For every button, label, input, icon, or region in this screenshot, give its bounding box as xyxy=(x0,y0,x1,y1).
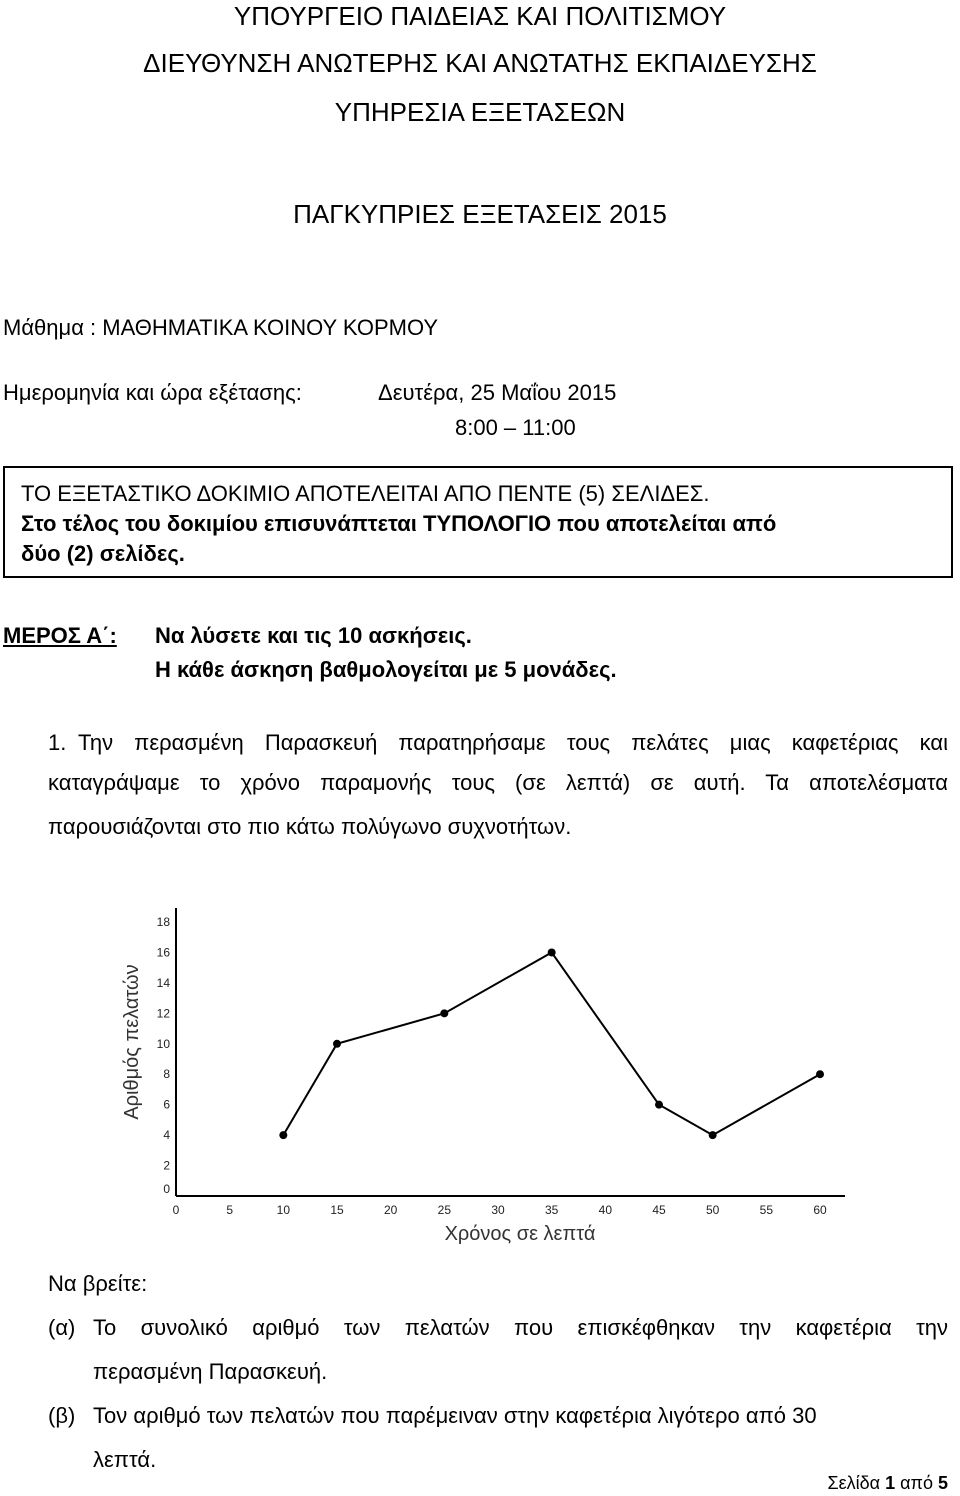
x-tick-labels xyxy=(173,1203,827,1217)
y-tick-label: 18 xyxy=(156,915,170,929)
question-line-1: Την περασμένη Παρασκευή παρατηρήσαμε τους πελάτες μιας καφετέριας και xyxy=(78,730,948,755)
notice-line-3: δύο (2) σελίδες. xyxy=(21,541,185,566)
notice-line-1: ΤΟ ΕΞΕΤΑΣΤΙΚΟ ΔΟΚΙΜΙΟ ΑΠΟΤΕΛΕΙΤΑΙ ΑΠΟ ΠΕΝΤΕ (5) ΣΕΛΙΔΕΣ. xyxy=(21,481,710,506)
page-footer xyxy=(828,1472,949,1494)
y-tick-label: 12 xyxy=(156,1006,170,1021)
data-point xyxy=(333,1040,341,1048)
x-tick-label: 15 xyxy=(330,1203,344,1217)
page-prefix: Σελίδα xyxy=(827,1473,881,1493)
page-total: 5 xyxy=(937,1473,948,1493)
part-a-label: (α) xyxy=(48,1315,76,1340)
ministry-heading: ΥΠΟΥΡΓΕΙΟ ΠΑΙΔΕΙΑΣ ΚΑΙ ΠΟΛΙΤΙΣΜΟΥ xyxy=(233,1,727,31)
chart-axes xyxy=(176,908,845,1196)
x-tick-label: 35 xyxy=(544,1203,559,1217)
y-tick-label: 6 xyxy=(163,1097,170,1112)
data-point xyxy=(816,1070,824,1078)
y-tick-label: 10 xyxy=(156,1036,170,1051)
x-axis-label: Χρόνος σε λεπτά xyxy=(444,1223,596,1245)
y-tick-label: 16 xyxy=(156,945,170,960)
x-tick-label: 40 xyxy=(598,1203,613,1217)
data-point xyxy=(279,1131,287,1139)
data-points xyxy=(279,948,824,1139)
question-line-3: παρουσιάζονται στο πιο κάτω πολύγωνο συχνοτήτων. xyxy=(48,814,572,839)
subject-value: ΜΑΘΗΜΑΤΙΚΑ ΚΟΙΝΟΥ ΚΟΡΜΟΥ xyxy=(102,315,439,340)
x-tick-label: 10 xyxy=(276,1203,291,1217)
notice-box xyxy=(3,466,953,578)
directorate-heading: ΔΙΕΥΘΥΝΣΗ ΑΝΩΤΕΡΗΣ ΚΑΙ ΑΝΩΤΑΤΗΣ ΕΚΠΑΙΔΕΥΣΗΣ xyxy=(143,48,817,78)
y-tick-labels xyxy=(157,915,171,1196)
y-tick-label: 2 xyxy=(163,1158,170,1173)
data-point xyxy=(709,1131,717,1139)
x-tick-label: 0 xyxy=(172,1203,180,1217)
frequency-polygon-chart xyxy=(100,890,860,1250)
x-tick-label: 45 xyxy=(652,1203,666,1217)
y-tick-label: 0 xyxy=(163,1182,170,1196)
x-tick-label: 25 xyxy=(437,1203,452,1217)
part-a-line-2: περασμένη Παρασκευή. xyxy=(93,1359,328,1384)
part-b-line-1: Τον αριθμό των πελατών που παρέμειναν στην καφετέρια λιγότερο από 30 xyxy=(93,1403,817,1428)
notice-line-2: Στο τέλος του δοκιμίου επισυνάπτεται ΤΥΠΟΛΟΓΙΟ που αποτελείται από xyxy=(21,511,777,536)
y-tick-label: 8 xyxy=(163,1067,170,1082)
data-point xyxy=(548,948,556,956)
part-label: ΜΕΡΟΣ Α΄: xyxy=(3,623,117,648)
part-instruction-2: Η κάθε άσκηση βαθμολογείται με 5 μονάδες. xyxy=(155,657,617,682)
series-line xyxy=(283,952,820,1135)
part-b-label: (β) xyxy=(48,1403,76,1428)
y-axis-label: Αριθμός πελατών xyxy=(121,964,143,1120)
x-tick-label: 30 xyxy=(491,1203,505,1217)
data-point xyxy=(440,1009,448,1017)
part-b-line-2: λεπτά. xyxy=(93,1447,157,1472)
page-mid: από xyxy=(900,1473,933,1493)
question-line-2: καταγράψαμε το χρόνο παραμονής τους (σε λεπτά) σε αυτή. Τα αποτελέσματα xyxy=(48,770,948,795)
question-number: 1. xyxy=(48,730,67,755)
x-tick-label: 20 xyxy=(383,1203,398,1217)
subject-label: Μάθημα : xyxy=(3,315,97,340)
subject-line xyxy=(3,314,438,342)
page-number: 1 xyxy=(885,1473,896,1493)
part-instruction-1: Να λύσετε και τις 10 ασκήσεις. xyxy=(155,623,472,648)
date-value: Δευτέρα, 25 Μαΐου 2015 xyxy=(378,380,617,405)
find-label: Να βρείτε: xyxy=(48,1271,148,1296)
service-heading: ΥΠΗΡΕΣΙΑ ΕΞΕΤΑΣΕΩΝ xyxy=(334,97,626,127)
part-a-line-1: Το συνολικό αριθμό των πελατών που επισκέφθηκαν την καφετέρια την xyxy=(93,1315,948,1340)
exam-title: ΠΑΓΚΥΠΡΙΕΣ ΕΞΕΤΑΣΕΙΣ 2015 xyxy=(293,199,667,229)
x-tick-label: 5 xyxy=(226,1203,234,1217)
date-label: Ημερομηνία και ώρα εξέτασης: xyxy=(3,380,302,405)
y-tick-label: 4 xyxy=(163,1128,170,1143)
x-tick-label: 50 xyxy=(705,1203,720,1217)
x-tick-label: 55 xyxy=(759,1203,774,1217)
data-point xyxy=(655,1101,663,1109)
y-tick-label: 14 xyxy=(156,975,170,990)
time-value: 8:00 – 11:00 xyxy=(455,415,576,440)
x-tick-label: 60 xyxy=(813,1203,827,1217)
